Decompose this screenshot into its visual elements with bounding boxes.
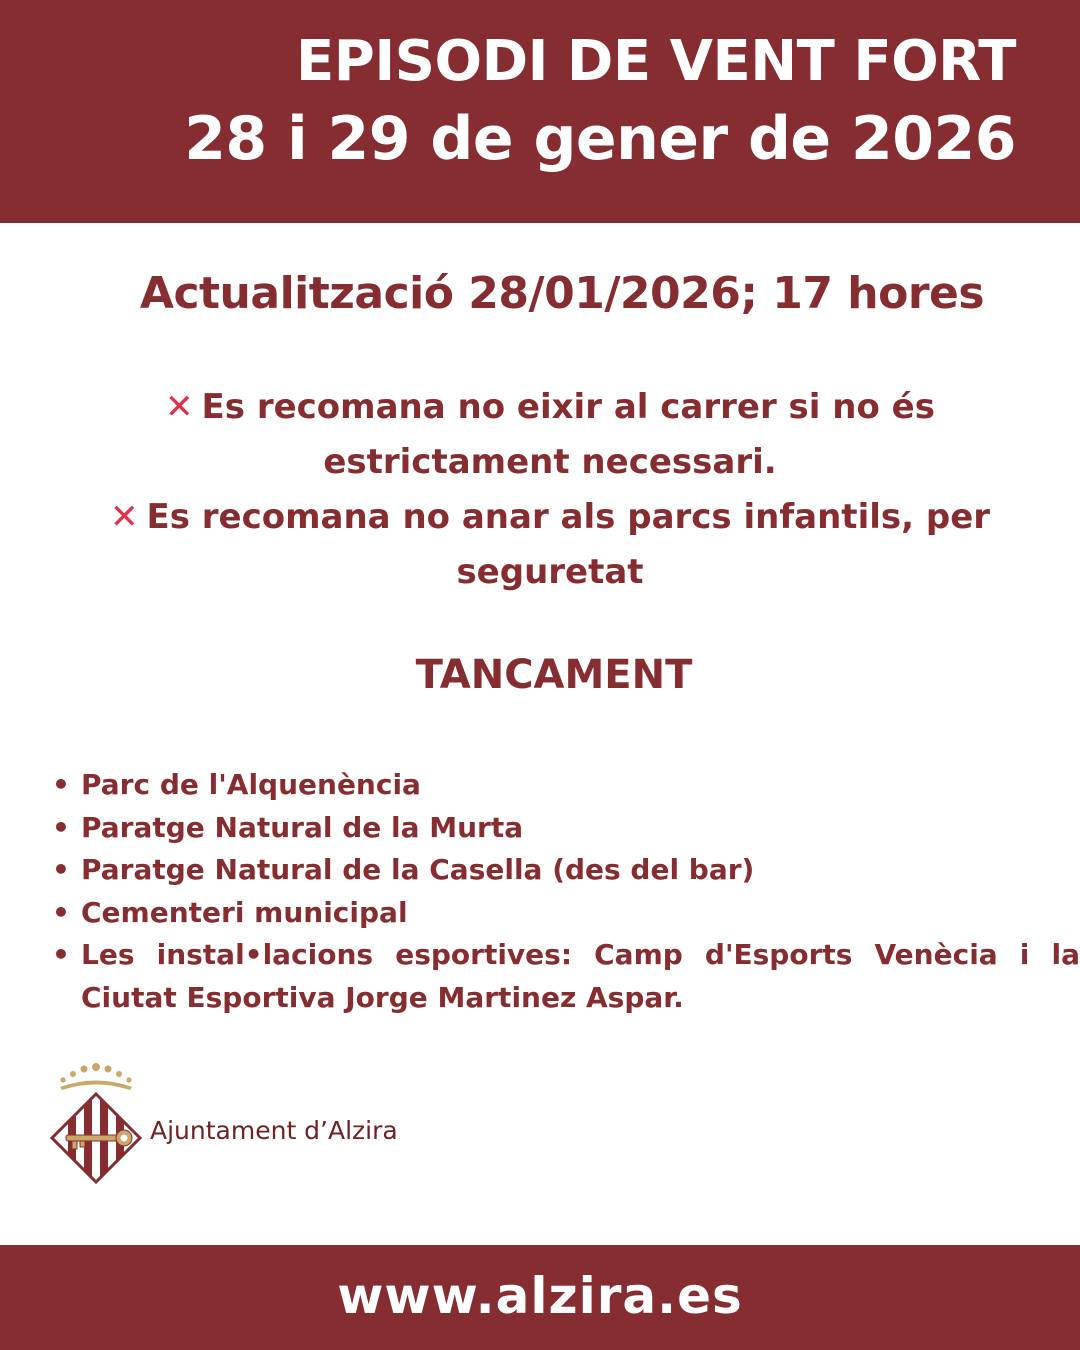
closures-list: [50, 764, 1080, 1019]
recommendation-item: [60, 490, 1040, 600]
update-timestamp: Actualització 28/01/2026; 17 hores: [139, 268, 985, 319]
list-item: [50, 764, 1080, 807]
website-link[interactable]: www.alzira.es: [337, 1267, 743, 1325]
bullet-icon: •: [52, 938, 70, 971]
bullet-icon: •: [52, 810, 70, 844]
footer-banner: [0, 1245, 1080, 1350]
coat-of-arms-icon: [48, 1060, 148, 1190]
list-item-text: Parc de l'Alquenència: [81, 768, 421, 801]
bullet-icon: •: [52, 895, 70, 929]
header-title: EPISODI DE VENT FORT: [296, 29, 1016, 94]
list-item: [50, 934, 1080, 1019]
list-item-text: Paratge Natural de la Casella (des del bar): [81, 853, 755, 886]
closures-title: TANCAMENT: [415, 652, 693, 698]
cross-mark-icon: ✕: [109, 497, 139, 537]
list-item-text: Les instal•lacions esportives: Camp d'Esports Venècia i la Ciutat Esportiva Jorge Martinez Aspar.: [81, 938, 1080, 1014]
header-dates: 28 i 29 de gener de 2026: [184, 104, 1016, 174]
list-item-text: Paratge Natural de la Murta: [81, 810, 524, 844]
list-item-text: Cementeri municipal: [81, 895, 408, 929]
recommendation-text: Es recomana no eixir al carrer si no és estrictament necessari.: [201, 387, 935, 482]
recommendation-text: Es recomana no anar als parcs infantils, per seguretat: [146, 497, 991, 592]
list-item: [50, 892, 1080, 935]
ajuntament-name: Ajuntament d’Alzira: [150, 1116, 398, 1145]
header-banner: [0, 0, 1080, 223]
recommendations: [60, 380, 1040, 600]
list-item: [50, 849, 1080, 892]
bullet-icon: •: [52, 768, 70, 801]
list-item: [50, 807, 1080, 850]
recommendation-item: [60, 380, 1040, 490]
cross-mark-icon: ✕: [165, 387, 194, 427]
bullet-icon: •: [52, 853, 70, 886]
